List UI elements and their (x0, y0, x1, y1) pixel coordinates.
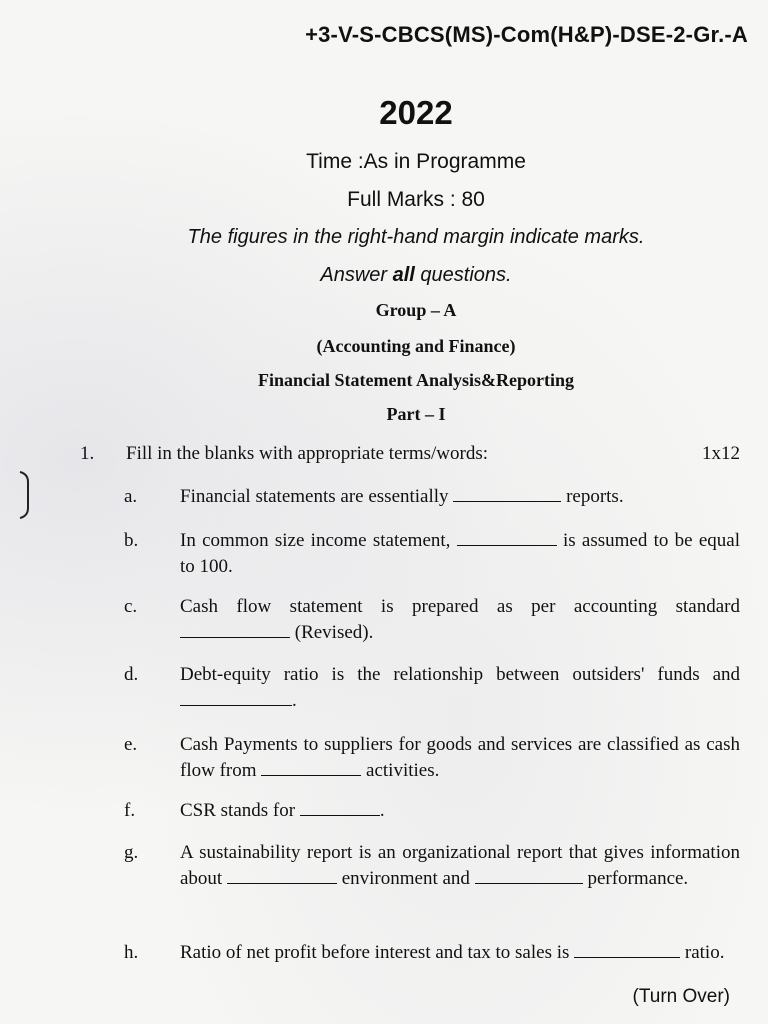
question-number: 1. (80, 443, 95, 464)
item-label: d. (124, 664, 139, 685)
group-title: Group – A (375, 300, 457, 320)
turn-over: (Turn Over) (632, 986, 730, 1007)
item-post: . (379, 800, 385, 821)
item-text (180, 594, 740, 646)
item-post: reports. (561, 486, 624, 507)
answer-suffix: questions. (414, 264, 512, 286)
item-label: f. (124, 800, 136, 821)
item-pre: Debt-equity ratio is the relationship between outsiders' funds and (180, 664, 740, 685)
item-text (180, 662, 740, 714)
item-pre: In common size income statement, (180, 530, 457, 551)
answer-blank[interactable] (574, 941, 680, 958)
time-line: Time :As in Programme (306, 150, 526, 173)
part-title: Part – I (386, 404, 446, 424)
item-post: is assumed to be equal to 100. (180, 530, 740, 577)
item-pre: Financial statements are essentially (180, 486, 454, 507)
item-pre: Cash flow statement is prepared as per accounting standard (180, 596, 740, 617)
question-marks: 1x12 (702, 443, 740, 464)
exam-year: 2022 (379, 94, 453, 131)
item-text (180, 484, 740, 510)
item-text (180, 798, 740, 824)
answer-blank[interactable] (300, 799, 380, 816)
item-post: (Revised). (290, 622, 374, 643)
full-marks: Full Marks : 80 (347, 188, 485, 211)
item-post: ratio. (680, 942, 725, 963)
item-pre: CSR stands for (180, 800, 300, 821)
answer-blank[interactable] (180, 689, 292, 706)
item-label: e. (124, 734, 138, 755)
answer-bold: all (392, 264, 415, 286)
marks-note: The figures in the right-hand margin indicate marks. (187, 226, 645, 248)
answer-blank[interactable] (227, 867, 337, 884)
subgroup-title: (Accounting and Finance) (316, 336, 516, 356)
item-post: . (292, 690, 297, 711)
answer-instruction (0, 264, 768, 287)
answer-blank[interactable] (453, 485, 561, 502)
answer-blank[interactable] (261, 759, 361, 776)
item-post2: performance. (582, 868, 689, 889)
item-label: a. (124, 486, 138, 507)
margin-bracket (18, 470, 32, 520)
item-post: environment and (336, 868, 475, 889)
item-text (180, 940, 740, 966)
item-pre: Ratio of net profit before interest and tax to sales is (180, 942, 575, 963)
paper-title: Financial Statement Analysis&Reporting (257, 370, 574, 390)
answer-prefix: Answer (320, 264, 393, 286)
item-label: h. (124, 942, 139, 963)
item-pre: A sustainability report is an organizational report that gives information about (180, 842, 740, 889)
item-pre: Cash Payments to suppliers for goods and services are classified as cash flow from (180, 734, 740, 781)
item-post: activities. (361, 760, 440, 781)
item-label: g. (124, 842, 139, 863)
answer-blank[interactable] (180, 621, 290, 638)
answer-blank[interactable] (475, 867, 583, 884)
answer-blank[interactable] (457, 529, 557, 546)
item-text (180, 840, 740, 892)
item-text (180, 528, 740, 580)
paper-code: +3-V-S-CBCS(MS)-Com(H&P)-DSE-2-Gr.-A (305, 22, 748, 47)
item-label: b. (124, 530, 139, 551)
item-text (180, 732, 740, 784)
question-text: Fill in the blanks with appropriate terms/words: (126, 443, 489, 464)
item-label: c. (124, 596, 138, 617)
